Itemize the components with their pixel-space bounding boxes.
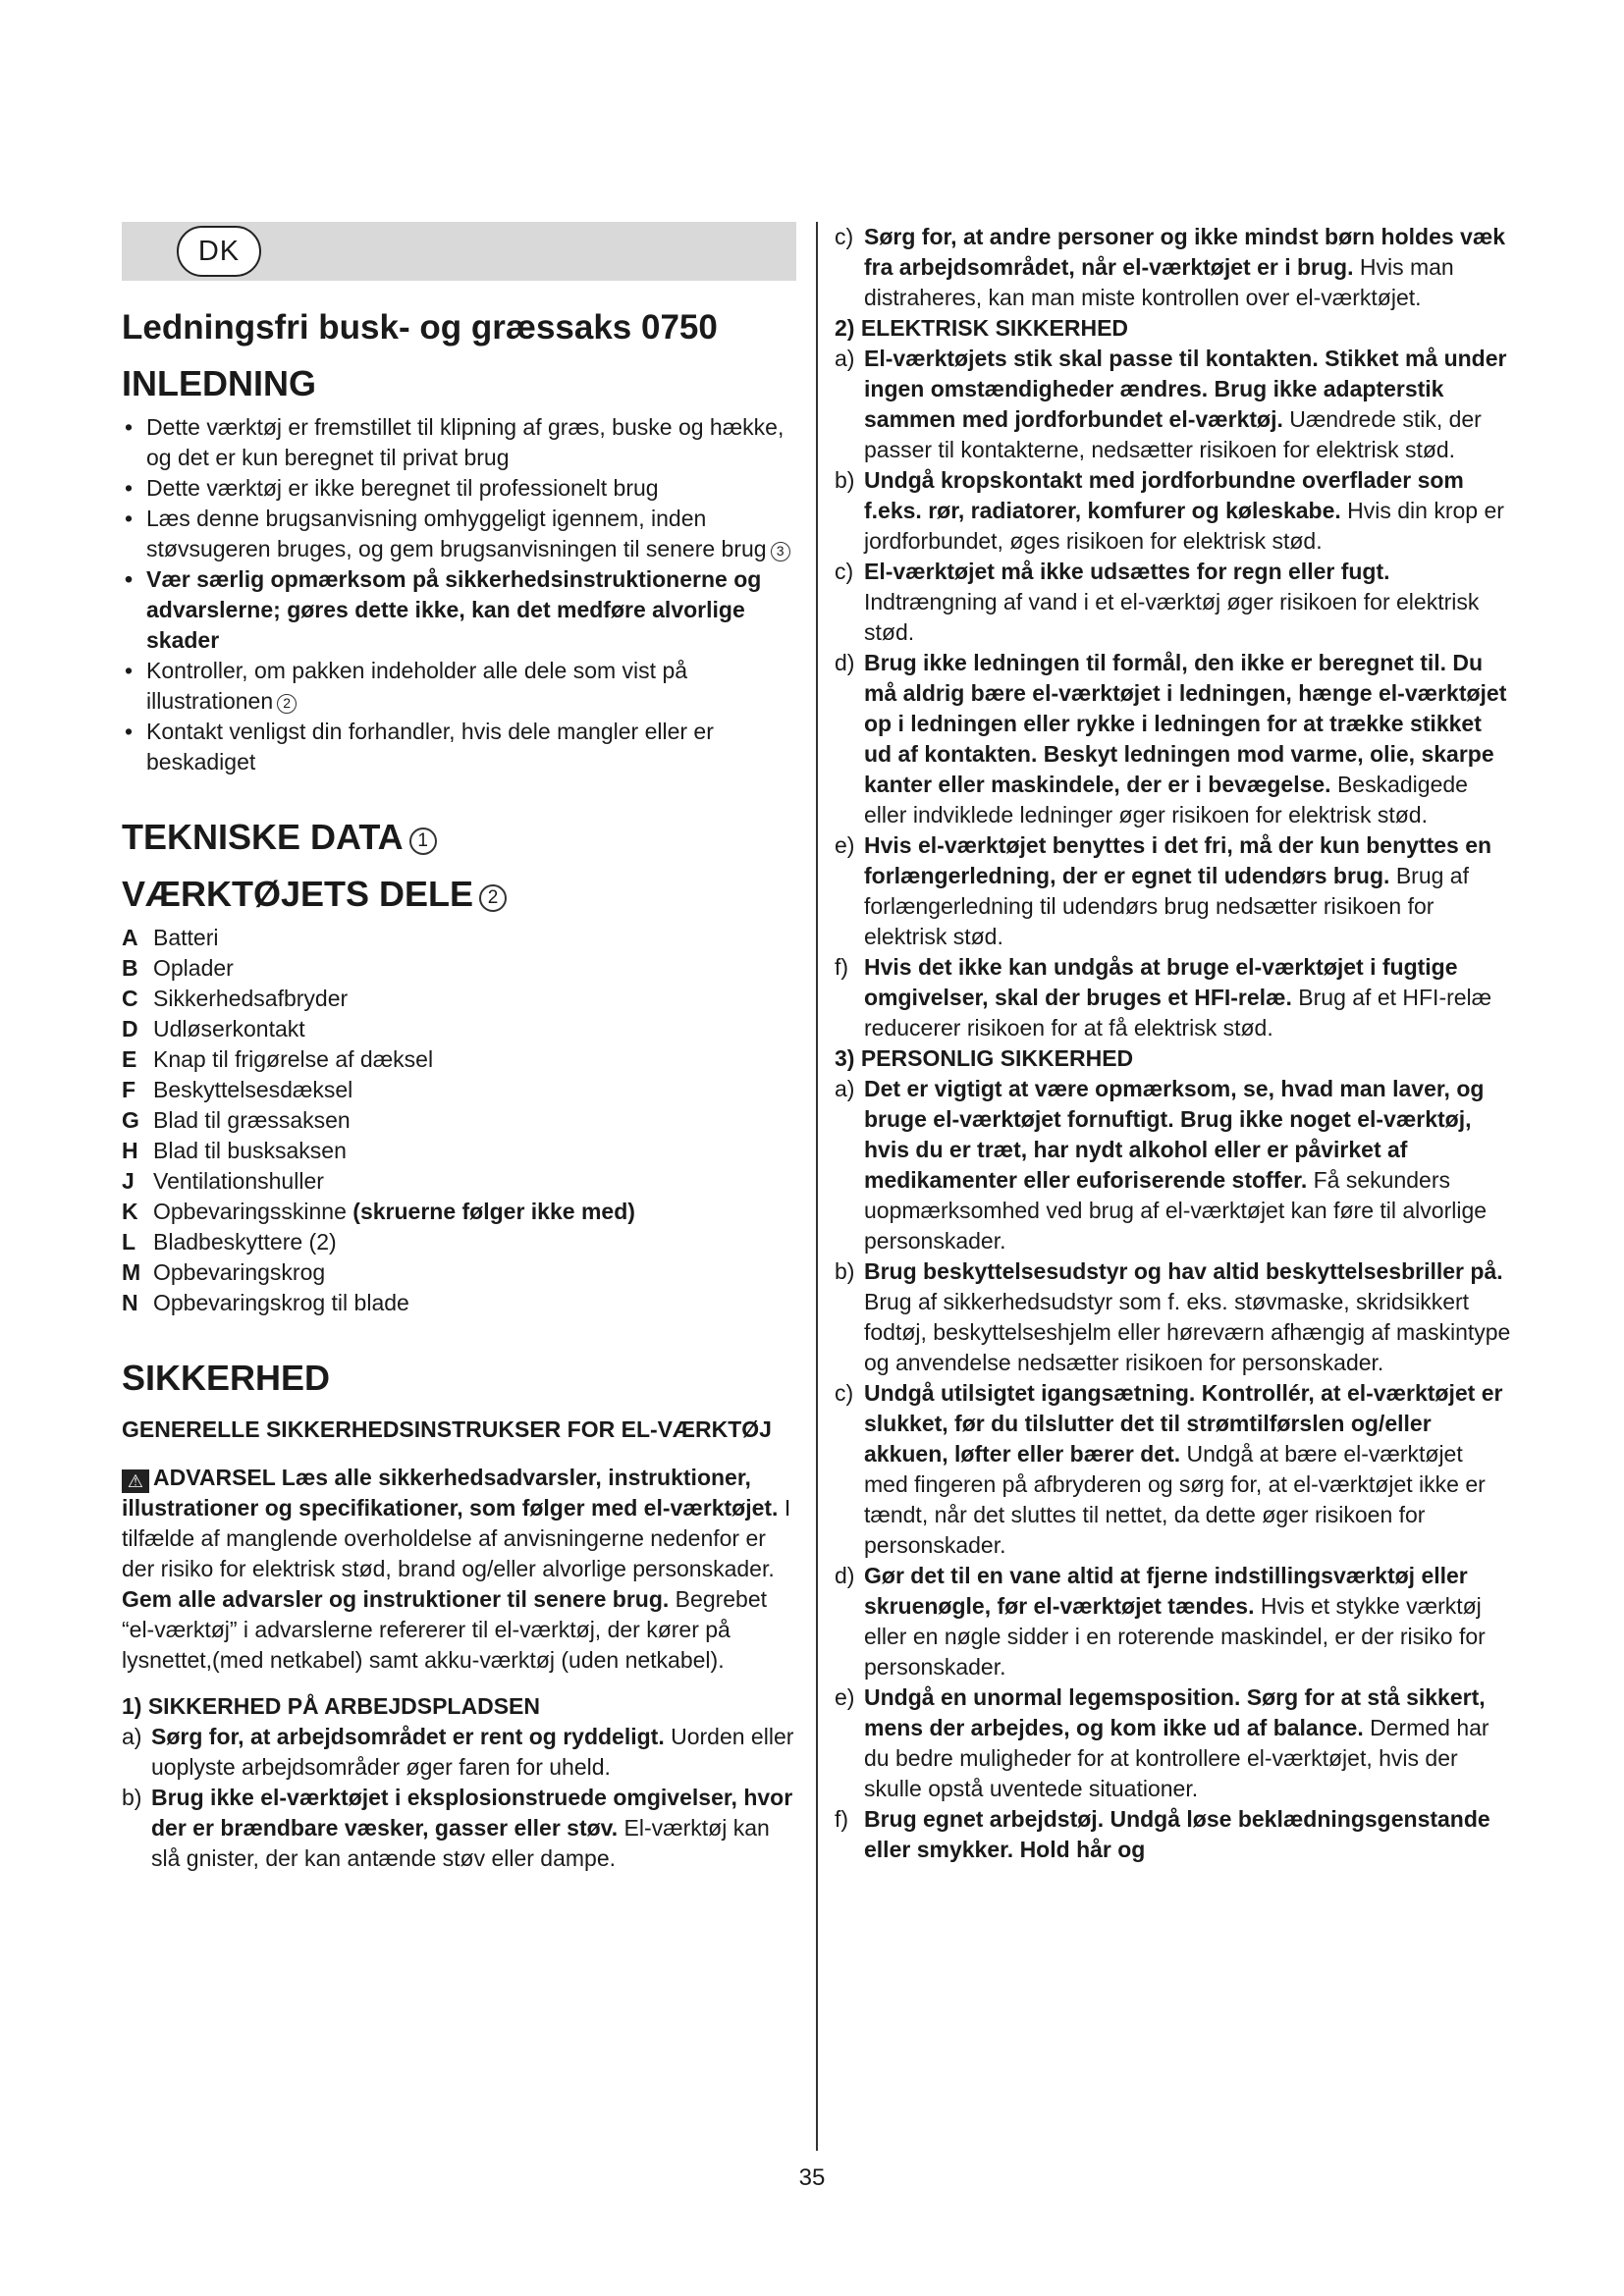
list-item: b) Brug beskyttelsesudstyr og hav altid beskyttelsesbriller på. Brug af sikkerhedsudstyr som f. eks. støvmaske, skridsikkert fodtøj, beskyttelseshjelm eller høreværn afhængig af maskintype og anvendelse nedsætter risikoen for personskader.: [835, 1258, 1511, 1375]
parts-item: C Sikkerhedsafbryder: [122, 986, 349, 1011]
parts-item: L Bladbeskyttere (2): [122, 1229, 337, 1255]
intro-bullet-list: [122, 412, 796, 777]
figure-ref-2-parts: 2: [479, 884, 507, 912]
list-item: b) Brug ikke el-værktøjet i eksplosionstruede omgivelser, hvor der er brændbare væsker, gasser eller støv. El-værktøj kan slå gnister, der kan antænde støv eller dampe.: [122, 1785, 793, 1871]
safety-heading: SIKKERHED: [122, 1358, 331, 1398]
list-item: • Læs denne brugsanvisning omhyggeligt igennem, inden støvsugeren bruges, og gem brugsanvisningen til senere brug 3: [122, 504, 796, 564]
figure-ref-1: 1: [409, 828, 437, 855]
parts-item: B Oplader: [122, 955, 234, 981]
parts-item: N Opbevaringskrog til blade: [122, 1290, 409, 1315]
list-item: • Kontroller, om pakken indeholder alle dele som vist på illustrationen 2: [122, 656, 796, 717]
list-item: • Vær særlig opmærksom på sikkerhedsinstruktionerne og advarslerne; gøres dette ikke, kan det medføre alvorlige skader: [122, 564, 796, 656]
list-item: • Kontakt venligst din forhandler, hvis dele mangler eller er beskadiget: [122, 717, 796, 777]
parts-item: D Udløserkontakt: [122, 1016, 305, 1041]
list-item: f) Hvis det ikke kan undgås at bruge el-værktøjet i fugtige omgivelser, skal der bruges et HFI-relæ. Brug af et HFI-relæ reducerer risikoen for at få elektrisk stød.: [835, 954, 1492, 1041]
personal-safety-list: [835, 1074, 1512, 1865]
figure-ref-2: 2: [277, 694, 297, 714]
workplace-list: [122, 1722, 796, 1874]
parts-item: F Beskyttelsesdæksel: [122, 1077, 353, 1102]
list-item: f) Brug egnet arbejdstøj. Undgå løse beklædningsgenstande eller smykker. Hold hår og: [835, 1806, 1490, 1862]
personal-safety-heading: 3) PERSONLIG SIKKERHED: [835, 1045, 1134, 1071]
parts-item: K Opbevaringsskinne (skruerne følger ikke med): [122, 1199, 635, 1224]
list-item: c) Sørg for, at andre personer og ikke mindst børn holdes væk fra arbejdsområdet, når el-værktøjet er i brug. Hvis man distraheres, kan man miste kontrollen over el-værktøjet.: [835, 224, 1506, 310]
list-item: a) Sørg for, at arbejdsområdet er rent og ryddeligt. Uorden eller uoplyste arbejdsområder øger faren for uheld.: [122, 1724, 794, 1780]
page-number: 35: [798, 2164, 826, 2191]
parts-heading: VÆRKTØJETS DELE 2: [122, 874, 796, 915]
warning-paragraph: ⚠ ADVARSEL Læs alle sikkerhedsadvarsler, instruktioner, illustrationer og specifikationer, som følger med el-værktøjet. I tilfælde af manglende overholdelse af anvisningerne nedenfor er der risiko for elektrisk stød, brand og/eller alvorlige personskader. Gem alle advarsler og instruktioner til senere brug. Begrebet “el-værktøj” i advarslerne refererer til el-værktøj, der kører på lysnettet,(med netkabel) samt akku-værktøj (uden netkabel).: [122, 1465, 791, 1673]
language-badge: DK: [177, 226, 261, 277]
list-item: c) Undgå utilsigtet igangsætning. Kontrollér, at el-værktøjet er slukket, før du tilslutter det til strømtilførslen og/eller akkuen, løfter eller bærer det. Undgå at bære el-værktøjet med fingeren på afbryderen og sørg for, at el-værktøjet ikke er tændt, når det sluttes til nettet, da dette øger risikoen for personskader.: [835, 1380, 1503, 1558]
right-column: [835, 222, 1512, 1865]
list-item: a) El-værktøjets stik skal passe til kontakten. Stikket må under ingen omstændigheder ændres. Brug ikke adapterstik sammen med jordforbundet el-værktøj. Uændrede stik, der passer til kontakterne, nedsætter risikoen for elektrisk stød.: [835, 346, 1507, 462]
parts-item: J Ventilationshuller: [122, 1168, 324, 1194]
list-item: b) Undgå kropskontakt med jordforbundne overflader som f.eks. rør, radiatorer, komfurer og køleskabe. Hvis din krop er jordforbundet, øges risikoen for elektrisk stød.: [835, 467, 1504, 554]
warning-triangle-icon: ⚠: [122, 1469, 149, 1493]
parts-item: E Knap til frigørelse af dæksel: [122, 1046, 434, 1072]
list-item: • Dette værktøj er fremstillet til klipning af græs, buske og hække, og det er kun beregnet til privat brug: [122, 412, 796, 473]
parts-item: H Blad til busksaksen: [122, 1138, 347, 1163]
list-item: e) Hvis el-værktøjet benyttes i det fri, må der kun benyttes en forlængerledning, der er egnet til udendørs brug. Brug af forlængerledning til udendørs brug nedsætter risikoen for elektrisk stød.: [835, 832, 1492, 949]
language-band: [122, 222, 796, 281]
intro-heading: INLEDNING: [122, 363, 316, 403]
parts-item: G Blad til græssaksen: [122, 1107, 351, 1133]
list-item: • Dette værktøj er ikke beregnet til professionelt brug: [122, 473, 796, 504]
tech-data-heading: TEKNISKE DATA 1: [122, 817, 796, 858]
parts-list: [122, 923, 796, 1318]
list-item: a) Det er vigtigt at være opmærksom, se, hvad man laver, og bruge el-værktøjet fornuftigt. Brug ikke noget el-værktøj, hvis du er træt, har nydt alkohol eller er påvirket af medikamenter eller euforiserende stoffer. Få sekunders uopmærksomhed ved brug af el-værktøjet kan føre til alvorlige personskader.: [835, 1076, 1488, 1254]
electrical-safety-heading: 2) ELEKTRISK SIKKERHED: [835, 315, 1129, 341]
column-divider: [816, 222, 818, 2151]
document-title: Ledningsfri busk- og græssaks 0750: [122, 308, 718, 347]
electrical-safety-list: [835, 344, 1512, 1043]
parts-item: M Opbevaringskrog: [122, 1259, 326, 1285]
general-safety-heading: GENERELLE SIKKERHEDSINSTRUKSER FOR EL-VÆRKTØJ: [122, 1416, 772, 1442]
parts-item: A Batteri: [122, 925, 219, 950]
list-item: d) Gør det til en vane altid at fjerne indstillingsværktøj eller skruenøgle, før el-værktøjet tændes. Hvis et stykke værktøj eller en nøgle sidder i en roterende maskindel, er der risiko for personskader.: [835, 1563, 1486, 1680]
workplace-heading: 1) SIKKERHED PÅ ARBEJDSPLADSEN: [122, 1693, 540, 1719]
left-column: [122, 222, 796, 1874]
list-item: c) El-værktøjet må ikke udsættes for regn eller fugt. Indtrængning af vand i et el-værktøj øger risikoen for elektrisk stød.: [835, 559, 1480, 645]
figure-ref-3: 3: [771, 542, 790, 561]
list-item: e) Undgå en unormal legemsposition. Sørg for at stå sikkert, mens der arbejdes, og kom ikke ud af balance. Dermed har du bedre muligheder for at kontrollere el-værktøjet, hvis der skulle opstå uventede situationer.: [835, 1684, 1489, 1801]
list-item: d) Brug ikke ledningen til formål, den ikke er beregnet til. Du må aldrig bære el-værktøjet i ledningen, hænge el-værktøjet op i ledningen eller rykke i ledningen for at trække stikket ud af kontakten. Beskyt ledningen mod varme, olie, skarpe kanter eller maskindele, der er i bevægelse. Beskadigede eller indviklede ledninger øger risikoen for elektrisk stød.: [835, 650, 1507, 828]
workplace-list-continued: [835, 222, 1512, 313]
